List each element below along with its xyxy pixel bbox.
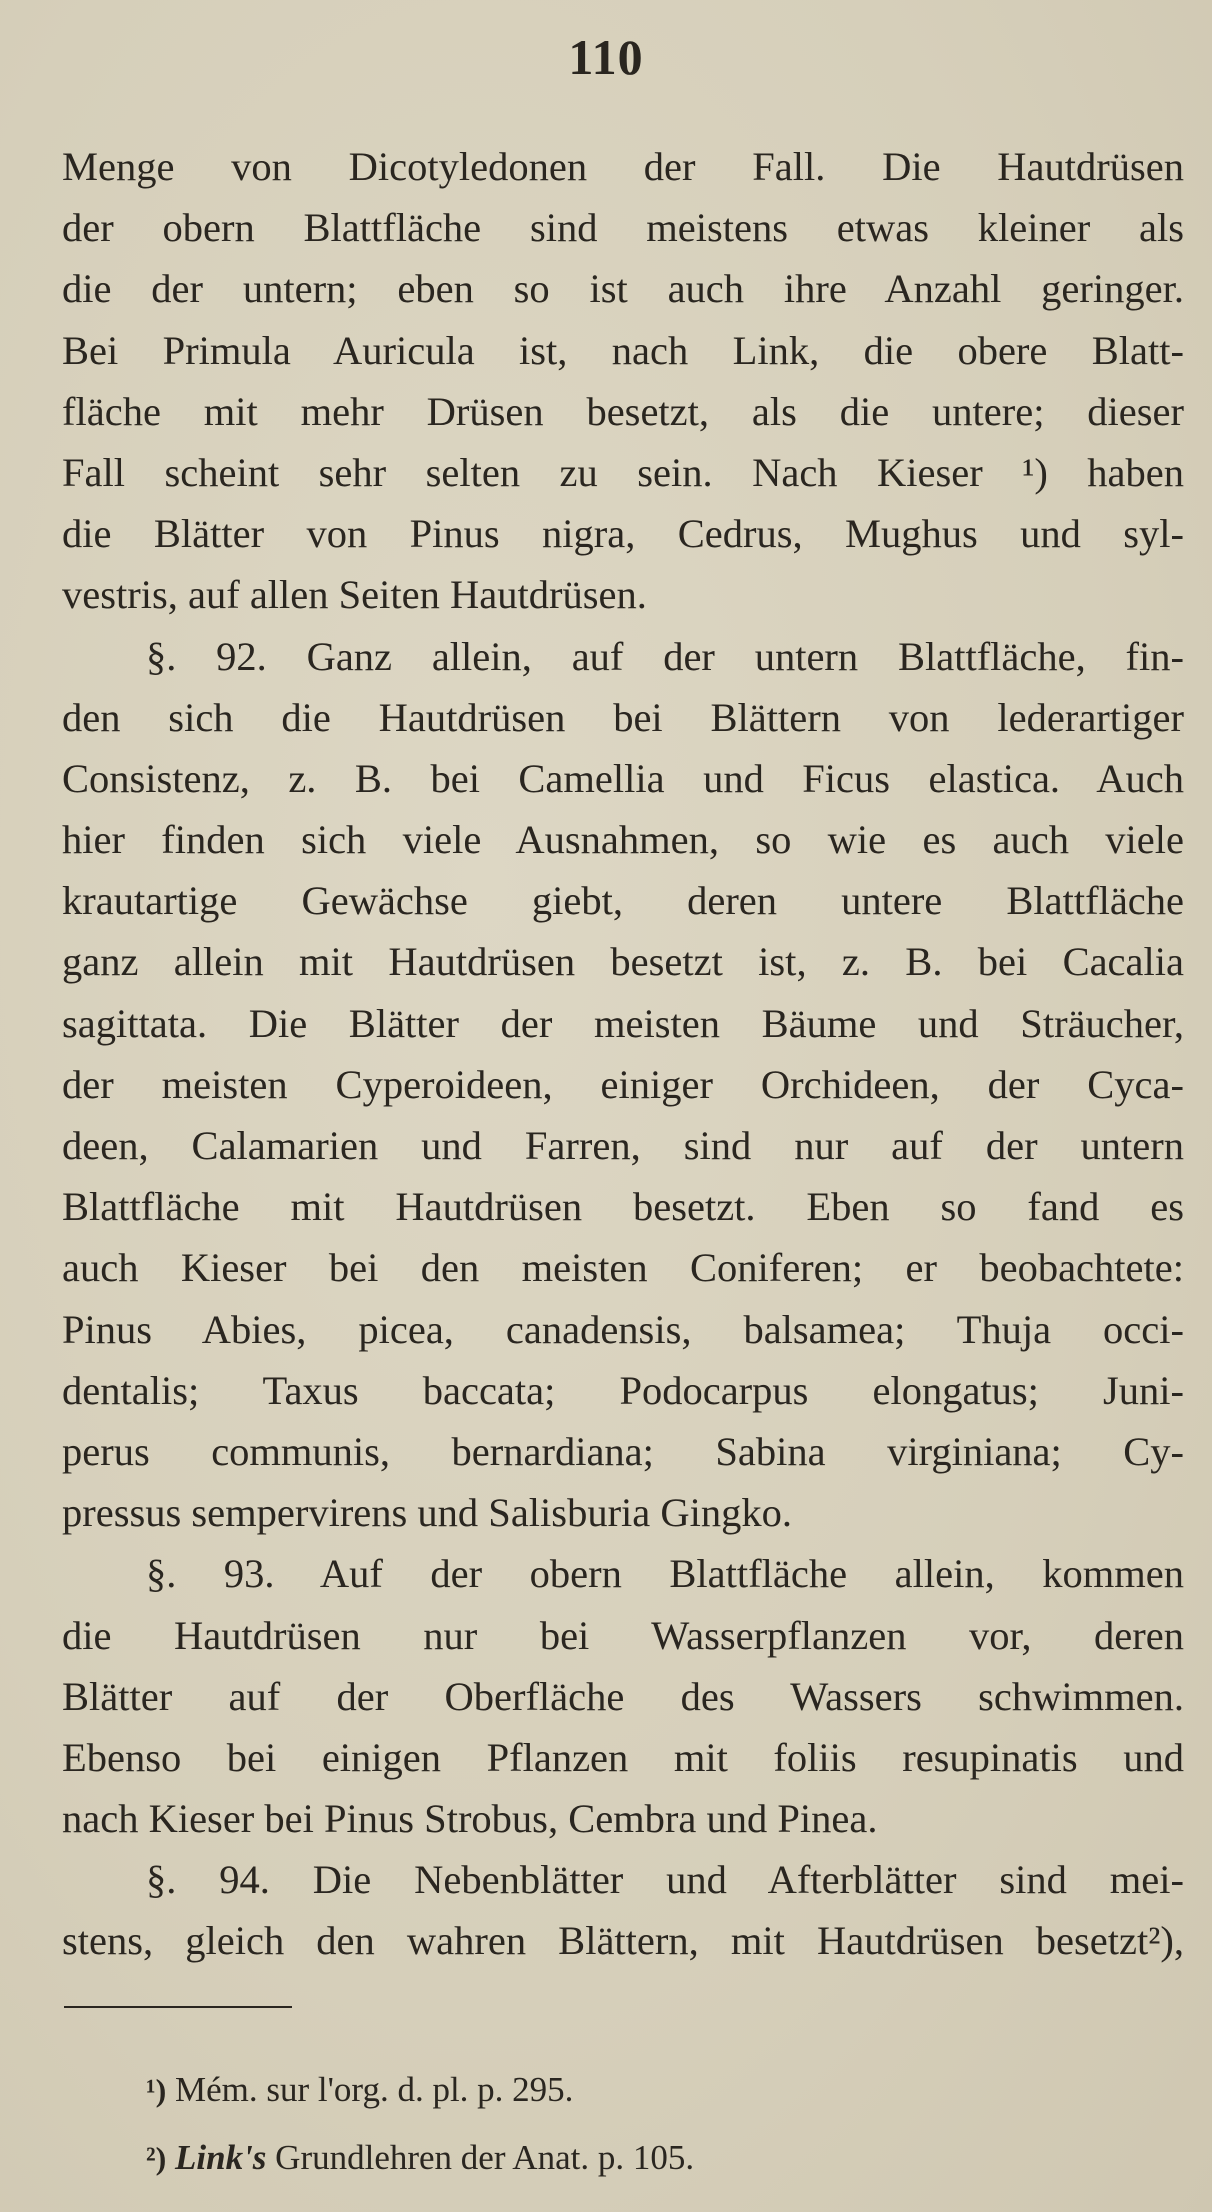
text-line: Pinus Abies, picea, canadensis, balsamea; Thuja occi- xyxy=(62,1306,1184,1352)
footnote-divider xyxy=(64,2006,292,2008)
page-number: 110 xyxy=(568,29,644,85)
text-line: die der untern; eben so ist auch ihre Anzahl geringer. xyxy=(62,266,1184,312)
text-line: krautartige Gewächse giebt, deren untere Blattfläche xyxy=(62,878,1184,924)
text-line: nach Kieser bei Pinus Strobus, Cembra und Pinea. xyxy=(62,1796,878,1842)
text-line: auch Kieser bei den meisten Coniferen; er beobachtete: xyxy=(62,1245,1184,1291)
footnotes xyxy=(146,2056,1146,2192)
text-line: Blattfläche mit Hautdrüsen besetzt. Eben so fand es xyxy=(62,1184,1184,1230)
footnote-2 xyxy=(146,2124,1146,2192)
text-line: der meisten Cyperoideen, einiger Orchideen, der Cyca- xyxy=(62,1061,1184,1107)
text-line: sagittata. Die Blätter der meisten Bäume und Sträucher, xyxy=(62,1000,1184,1046)
section-94-line: §. 94. Die Nebenblätter und Afterblätter sind mei- xyxy=(146,1857,1184,1903)
text-line: Consistenz, z. B. bei Camellia und Ficus elastica. Auch xyxy=(62,755,1184,801)
text-line: Blätter auf der Oberfläche des Wassers schwimmen. xyxy=(62,1673,1184,1719)
text-line: dentalis; Taxus baccata; Podocarpus elongatus; Juni- xyxy=(62,1367,1184,1413)
section-93-line: §. 93. Auf der obern Blattfläche allein, kommen xyxy=(146,1551,1184,1597)
text-line: den sich die Hautdrüsen bei Blättern von lederartiger xyxy=(62,694,1184,740)
body-text xyxy=(62,136,1184,1972)
text-line: deen, Calamarien und Farren, sind nur auf der untern xyxy=(62,1123,1184,1168)
text-line: fläche mit mehr Drüsen besetzt, als die untere; dieser xyxy=(62,388,1184,434)
text-line: die Blätter von Pinus nigra, Cedrus, Mughus und syl- xyxy=(62,511,1184,557)
text-line: hier finden sich viele Ausnahmen, so wie es auch viele xyxy=(62,817,1184,863)
footnote-author: Link's xyxy=(175,2138,267,2177)
footnote-1 xyxy=(146,2056,1146,2124)
text-line: ganz allein mit Hautdrüsen besetzt ist, z. B. bei Cacalia xyxy=(62,939,1184,985)
text-line: pressus sempervirens und Salisburia Gingko. xyxy=(62,1490,793,1536)
text-line: Menge von Dicotyledonen der Fall. Die Hautdrüsen xyxy=(62,144,1184,189)
text-line: der obern Blattfläche sind meistens etwas kleiner als xyxy=(62,205,1184,251)
section-92-line: §. 92. Ganz allein, auf der untern Blattfläche, fin- xyxy=(146,633,1184,679)
text-line: perus communis, bernardiana; Sabina virginiana; Cy- xyxy=(62,1428,1184,1474)
text-line: Fall scheint sehr selten zu sein. Nach Kieser ¹) haben xyxy=(62,449,1184,495)
footnote-text: Mém. sur l'org. d. pl. p. 295. xyxy=(175,2070,574,2109)
text-line: Ebenso bei einigen Pflanzen mit foliis resupinatis und xyxy=(62,1734,1184,1780)
text-line: Bei Primula Auricula ist, nach Link, die obere Blatt- xyxy=(62,327,1184,373)
footnote-text: Grundlehren der Anat. p. 105. xyxy=(275,2138,695,2177)
footnote-mark: ¹) xyxy=(146,2072,167,2108)
text-line: die Hautdrüsen nur bei Wasserpflanzen vor, deren xyxy=(62,1612,1184,1658)
footnote-mark: ²) xyxy=(146,2140,167,2176)
text-line: vestris, auf allen Seiten Hautdrüsen. xyxy=(62,572,647,618)
text-line: stens, gleich den wahren Blättern, mit Hautdrüsen besetzt²), xyxy=(62,1918,1184,1964)
